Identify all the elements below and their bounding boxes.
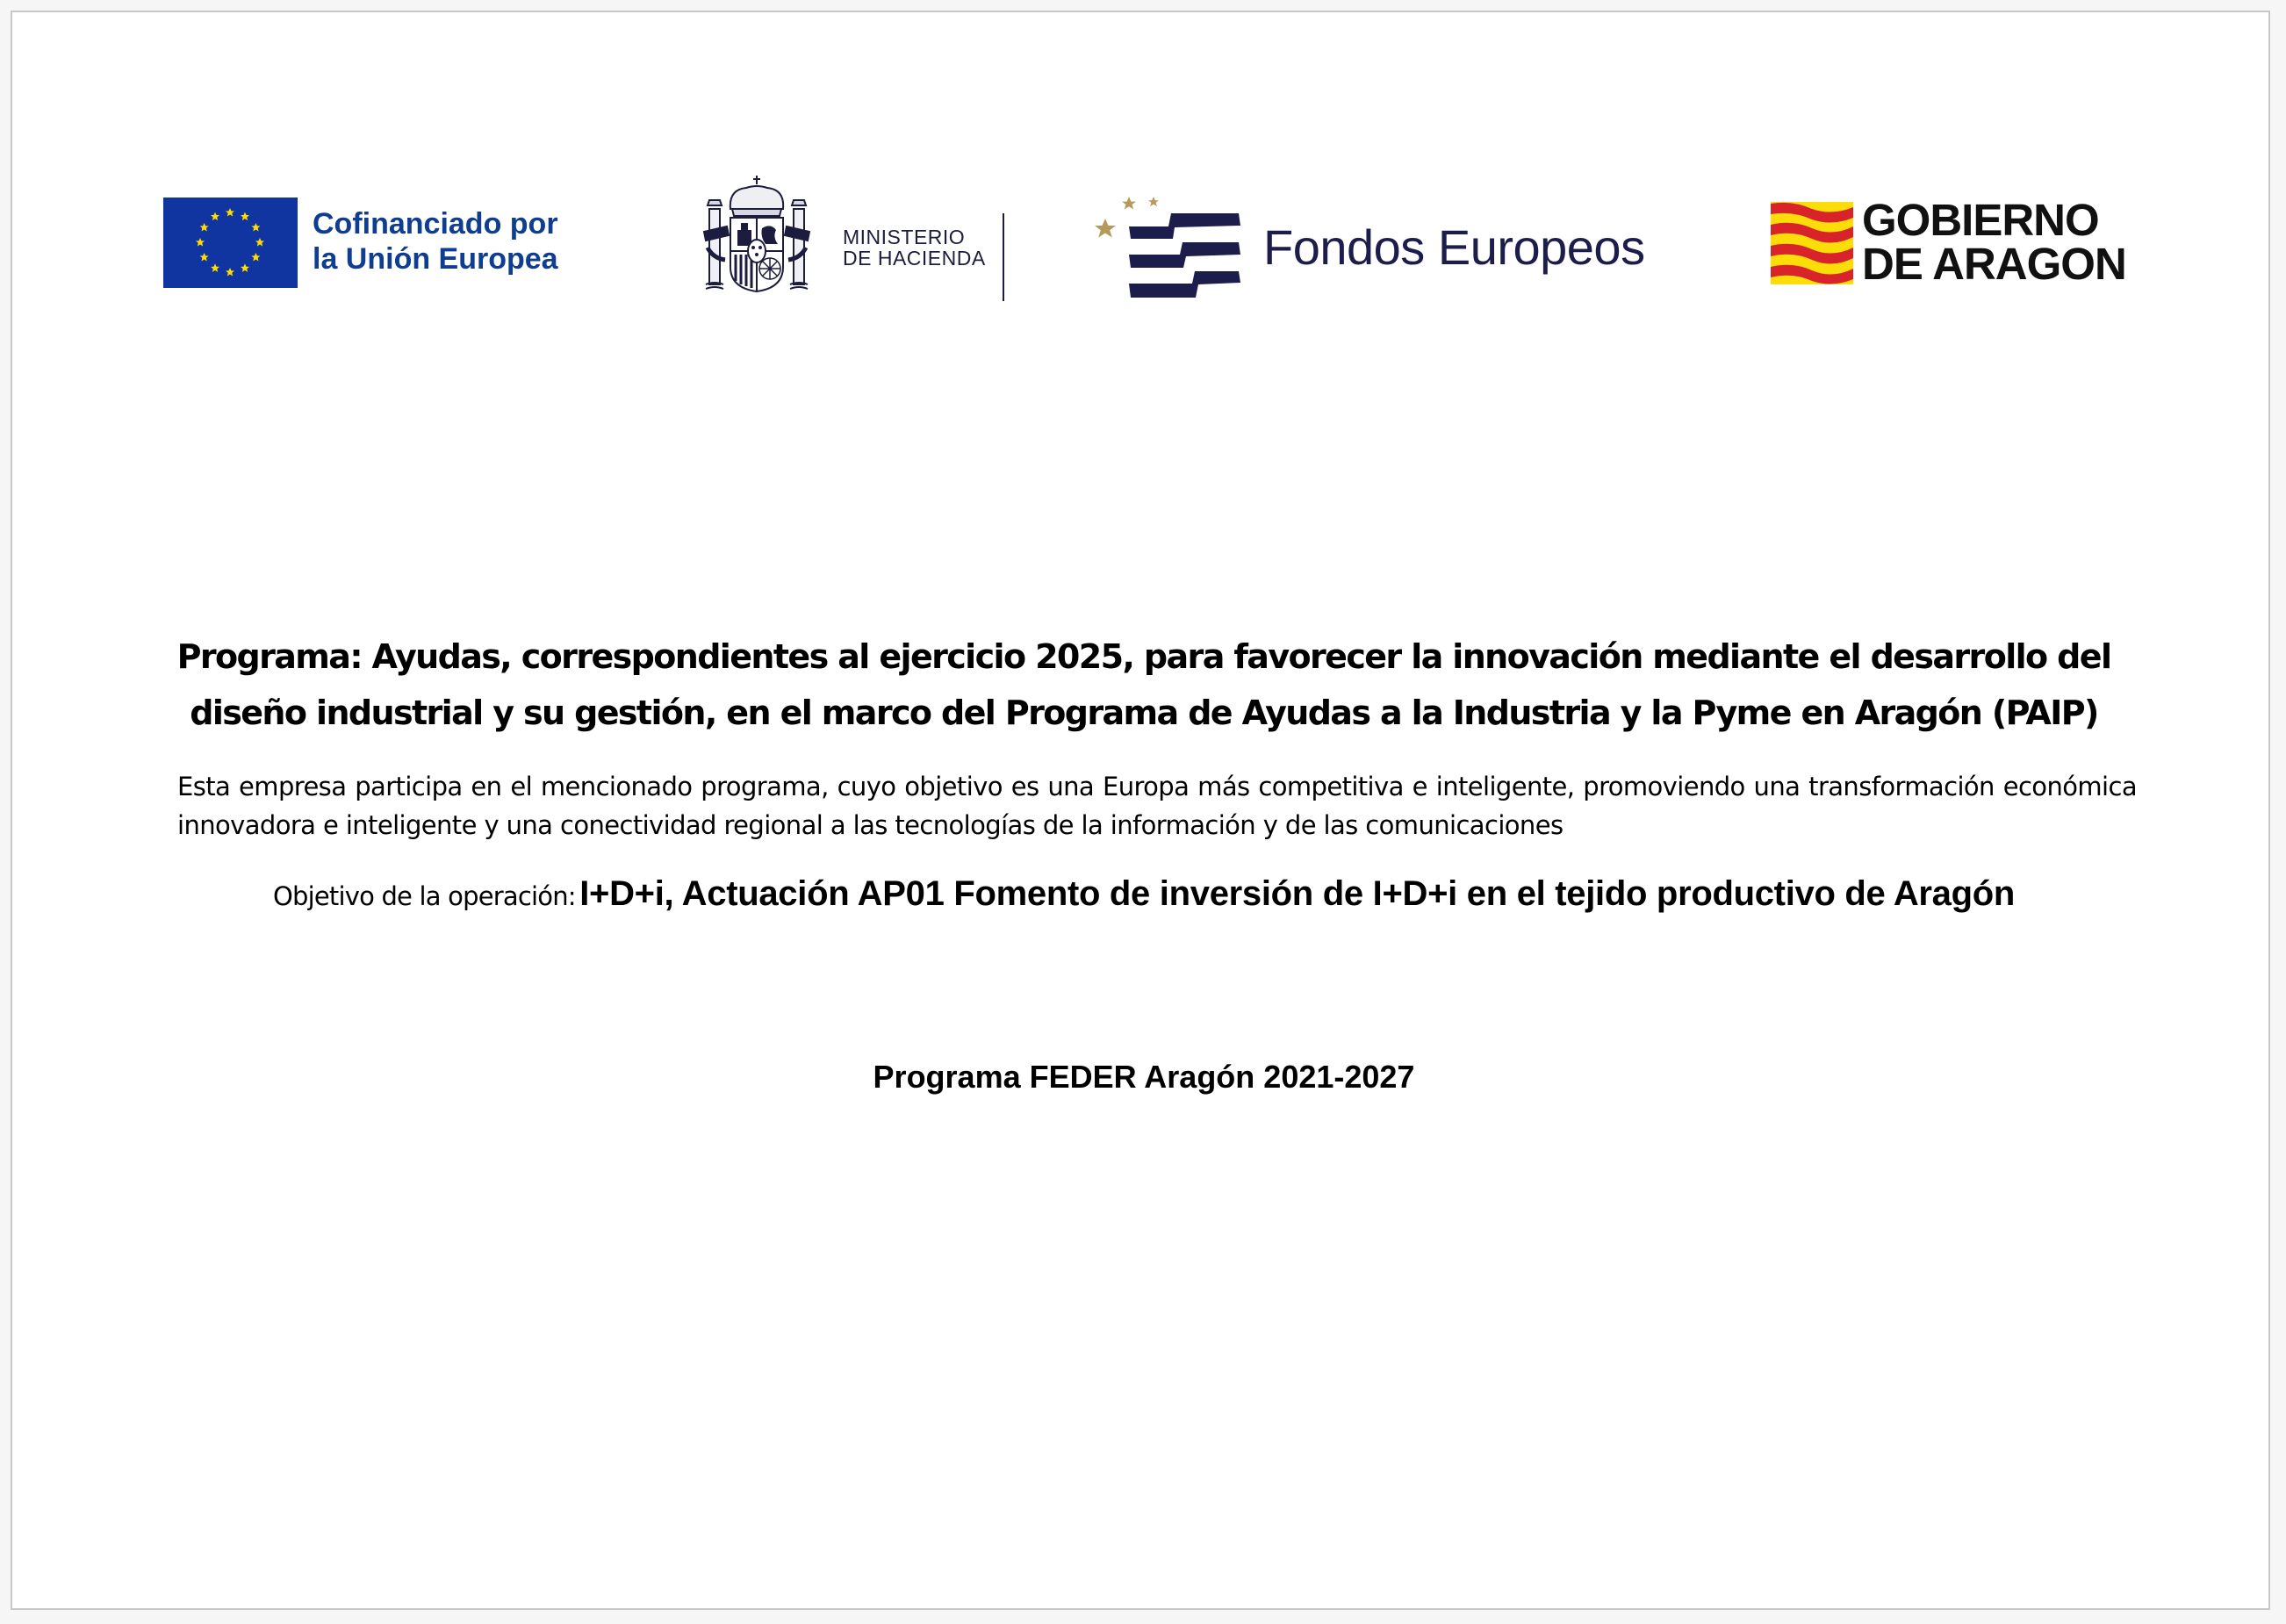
ministry-name xyxy=(843,226,986,269)
feder-program-title: Programa FEDER Aragón 2021-2027 xyxy=(873,1059,1415,1095)
eu-logo-line1: Cofinanciado por xyxy=(313,207,558,241)
eu-logo-text xyxy=(313,206,558,277)
gobierno-aragon-logo xyxy=(1771,195,2175,298)
eu-flag-icon xyxy=(163,198,298,288)
program-description: Esta empresa participa en el mencionado programa, cuyo objetivo es una Europa más competitiva e inteligente, promoviendo una transformación económica innovadora e inteligente y una conectividad regional a las tecnologías de la información y de las comunicaciones xyxy=(177,772,2137,840)
program-heading-line2: diseño industrial y su gestión, en el marco del Programa de Ayudas a la Industria y la Pyme en Aragón (PAIP) xyxy=(190,693,2098,732)
fondos-europeos-mark-icon xyxy=(1076,186,1243,305)
ministry-line1: MINISTERIO xyxy=(843,226,966,248)
eu-logo-line2: la Unión Europea xyxy=(313,242,558,276)
ministry-line2: DE HACIENDA xyxy=(843,247,986,269)
operation-objective xyxy=(144,874,2144,914)
ministerio-hacienda-logo xyxy=(702,174,1018,305)
aragon-line2: DE ARAGON xyxy=(1862,239,2126,289)
program-heading xyxy=(144,629,2144,741)
objective-label: Objetivo de la operación: xyxy=(272,881,576,911)
program-heading-line1: Programa: Ayudas, correspondientes al ejercicio 2025, para favorecer la innovación mediante el desarrollo del xyxy=(176,637,2111,676)
fondos-europeos-text: Fondos Europeos xyxy=(1263,219,1645,275)
document-page xyxy=(11,11,2270,1610)
spain-coat-of-arms-icon xyxy=(702,174,811,293)
objective-value: I+D+i, Actuación AP01 Fomento de inversión de I+D+i en el tejido productivo de Aragón xyxy=(579,874,2016,913)
gobierno-aragon-text xyxy=(1862,195,2126,289)
aragon-line1: GOBIERNO xyxy=(1862,195,2099,245)
aragon-flag-icon xyxy=(1771,202,1853,284)
fondos-europeos-logo xyxy=(1076,186,1673,305)
logo-divider xyxy=(1003,213,1004,301)
eu-cofinancing-logo xyxy=(163,198,585,291)
